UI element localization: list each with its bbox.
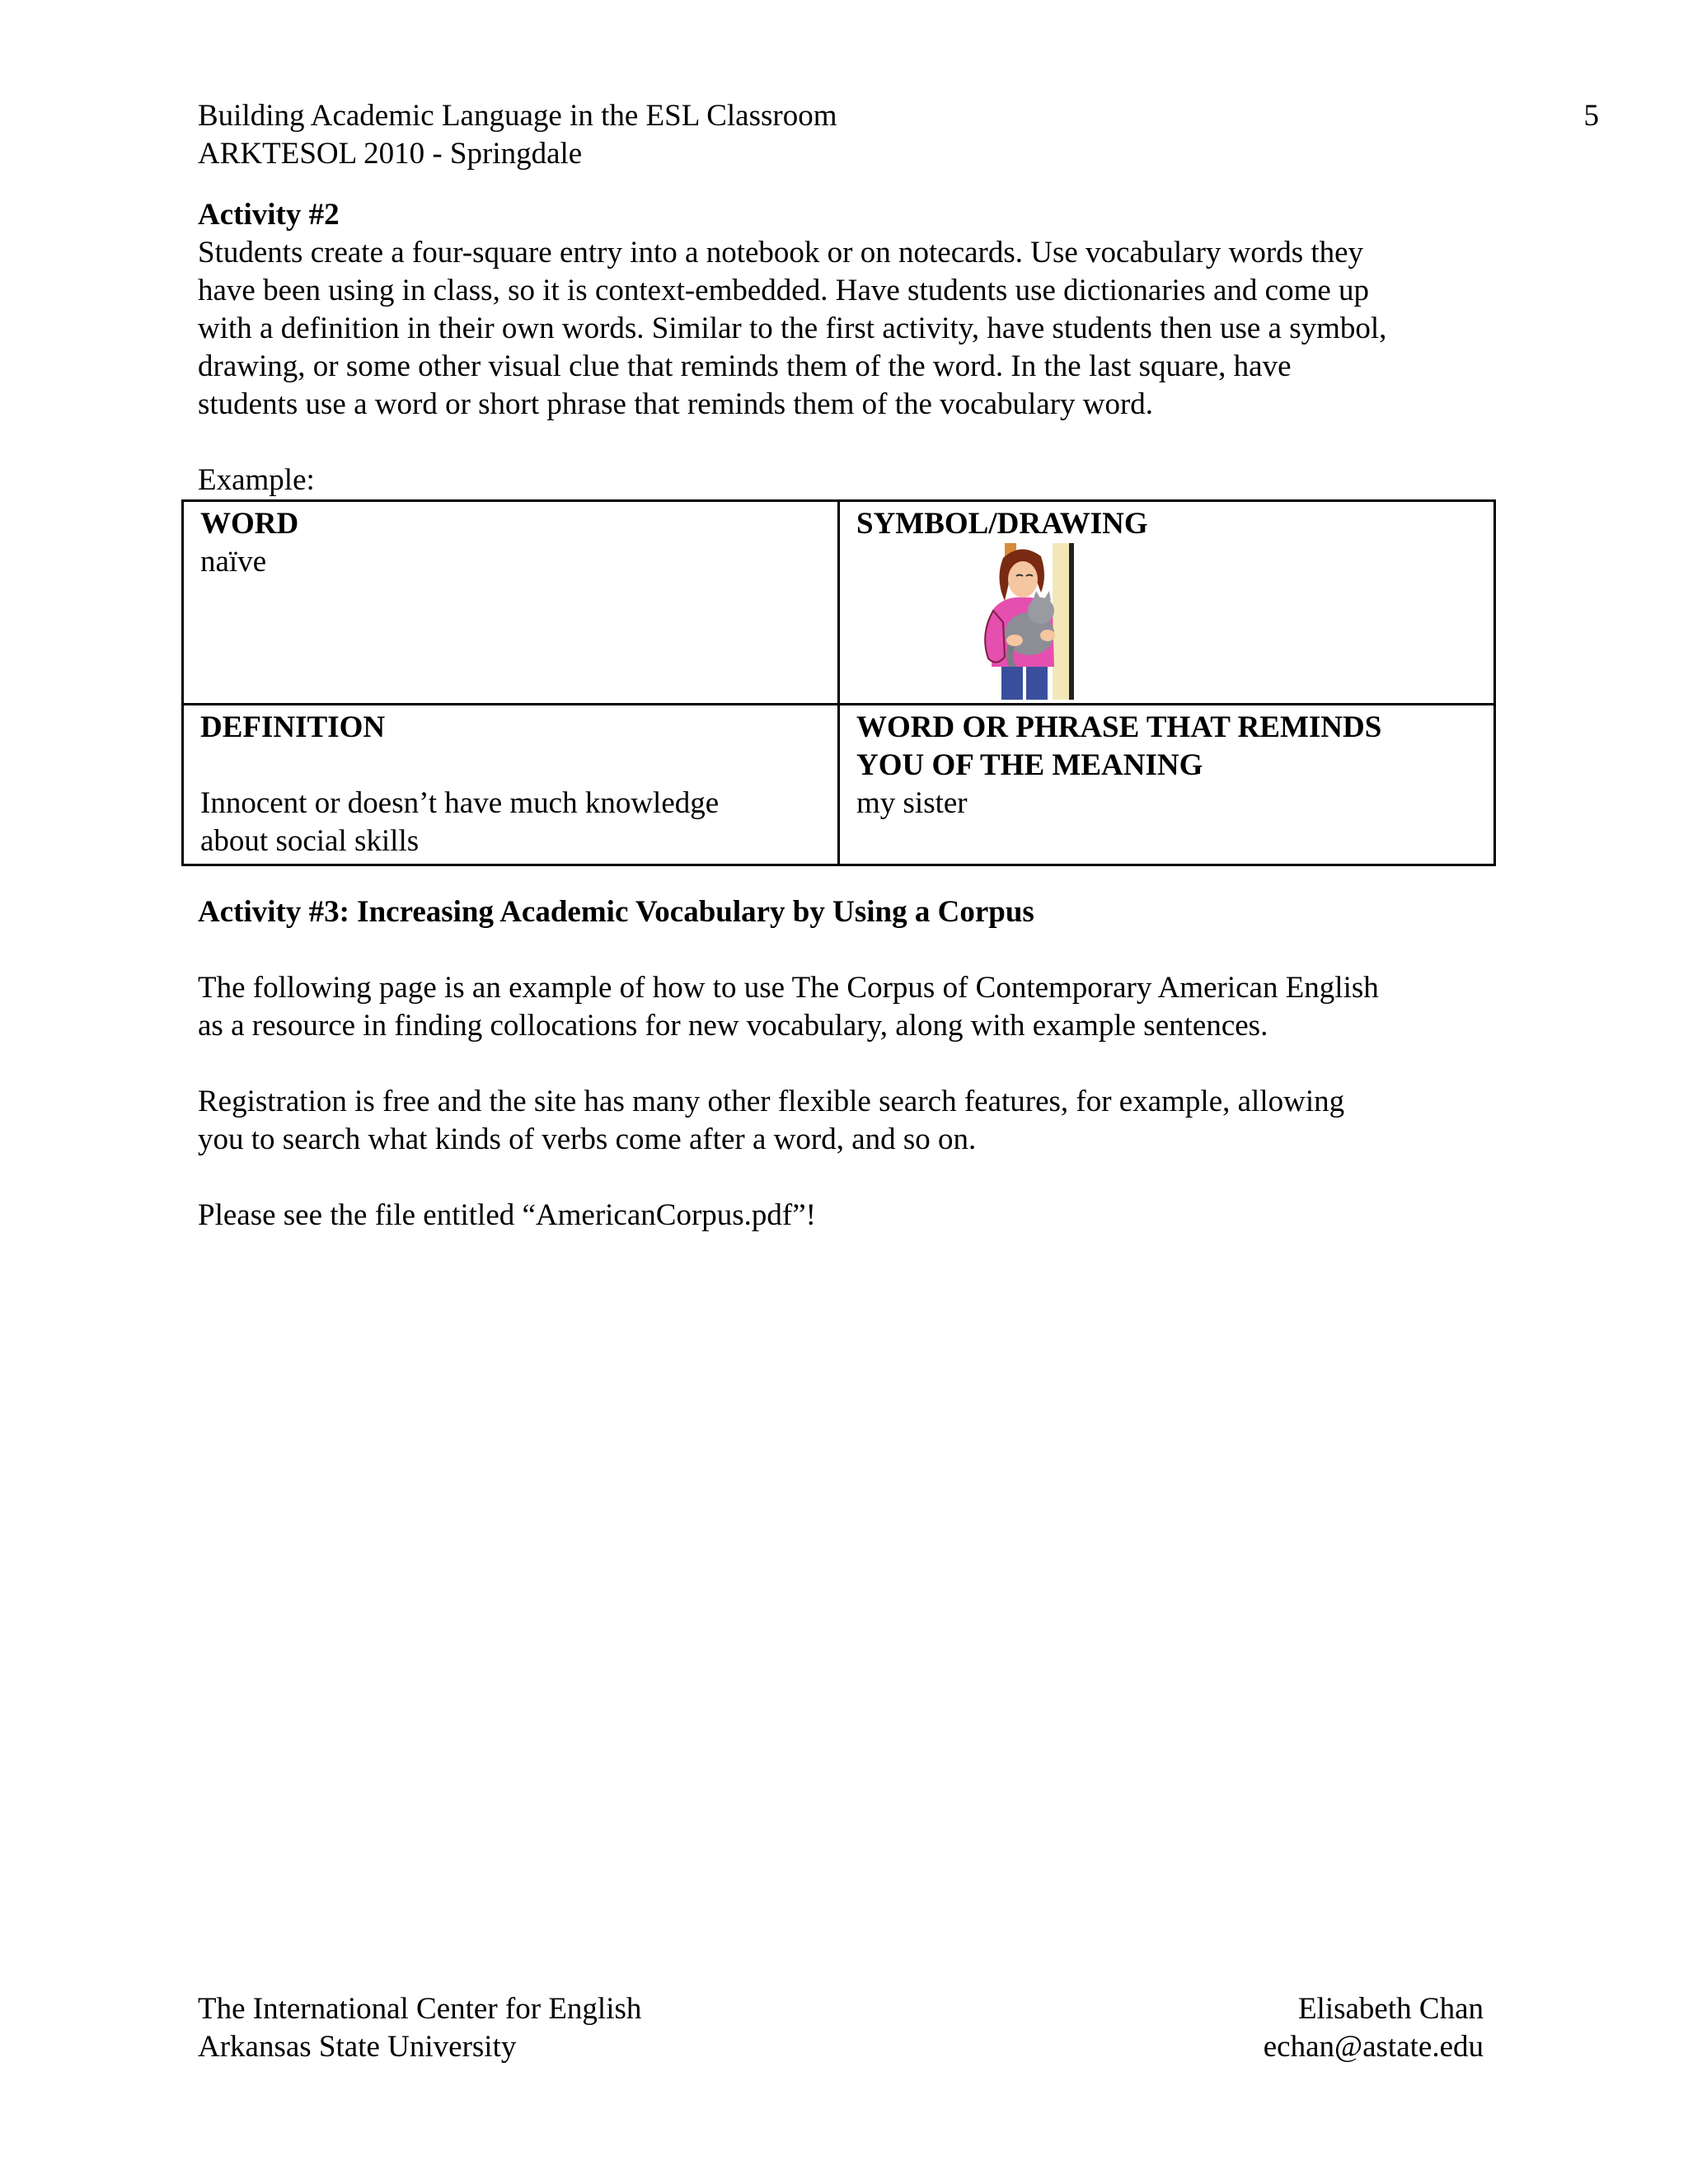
footer-left (198, 1990, 641, 2066)
footer-right (1264, 1990, 1484, 2066)
girl-holding-cat-icon (955, 543, 1095, 700)
phrase-value: my sister (856, 786, 968, 820)
activity-2-line: Students create a four-square entry into a notebook or on notecards. Use vocabulary words they (198, 236, 1364, 269)
definition-line: about social skills (200, 824, 420, 858)
activity-3-paragraph-3 (198, 1197, 1500, 1235)
activity-3-paragraph-2 (198, 1083, 1500, 1159)
institution-name: The International Center for English (198, 1992, 642, 2026)
university-name: Arkansas State University (198, 2030, 517, 2064)
definition-line: Innocent or doesn’t have much knowledge (200, 786, 720, 820)
activity-2-line: drawing, or some other visual clue that reminds them of the word. In the last square, have (198, 349, 1292, 383)
author-name: Elisabeth Chan (1297, 1992, 1484, 2026)
activity-3-heading (198, 893, 1500, 931)
symbol-header: SYMBOL/DRAWING (856, 507, 1148, 541)
symbol-cell (839, 501, 1495, 705)
word-header: WORD (200, 507, 299, 541)
document-title: Building Academic Language in the ESL Classroom (198, 99, 837, 133)
example-label: Example: (198, 463, 315, 497)
paragraph-line: you to search what kinds of verbs come after a word, and so on. (198, 1122, 977, 1156)
author-email: echan@astate.edu (1263, 2030, 1484, 2064)
four-square-table (181, 499, 1496, 866)
activity-2-section (198, 196, 1500, 424)
activity-2-line: students use a word or short phrase that reminds them of the vocabulary word. (198, 387, 1154, 421)
activity-2-line: have been using in class, so it is context-embedded. Have students use dictionaries and come up (198, 274, 1370, 307)
definition-header: DEFINITION (200, 710, 386, 744)
paragraph-line: Registration is free and the site has many other flexible search features, for example, allowing (198, 1085, 1345, 1118)
phrase-header-line: WORD OR PHRASE THAT REMINDS (856, 710, 1382, 744)
activity-2-line: with a definition in their own words. Similar to the first activity, have students then use a symbol, (198, 312, 1387, 345)
word-value: naïve (200, 545, 267, 579)
phrase-header-line: YOU OF THE MEANING (856, 748, 1203, 782)
phrase-cell (839, 705, 1495, 865)
paragraph-line: as a resource in finding collocations for new vocabulary, along with example sentences. (198, 1009, 1268, 1043)
word-cell (183, 501, 839, 705)
running-header (198, 97, 837, 173)
activity-3-paragraph-1 (198, 969, 1500, 1045)
activity-3-heading-text: Activity #3: Increasing Academic Vocabulary by Using a Corpus (198, 895, 1034, 929)
activity-2-heading: Activity #2 (198, 198, 340, 232)
document-subtitle: ARKTESOL 2010 - Springdale (198, 137, 583, 171)
page-number: 5 (1583, 99, 1599, 133)
definition-cell (183, 705, 839, 865)
paragraph-line: The following page is an example of how to use The Corpus of Contemporary American English (198, 971, 1379, 1005)
paragraph-line: Please see the file entitled “AmericanCorpus.pdf”! (198, 1198, 816, 1232)
